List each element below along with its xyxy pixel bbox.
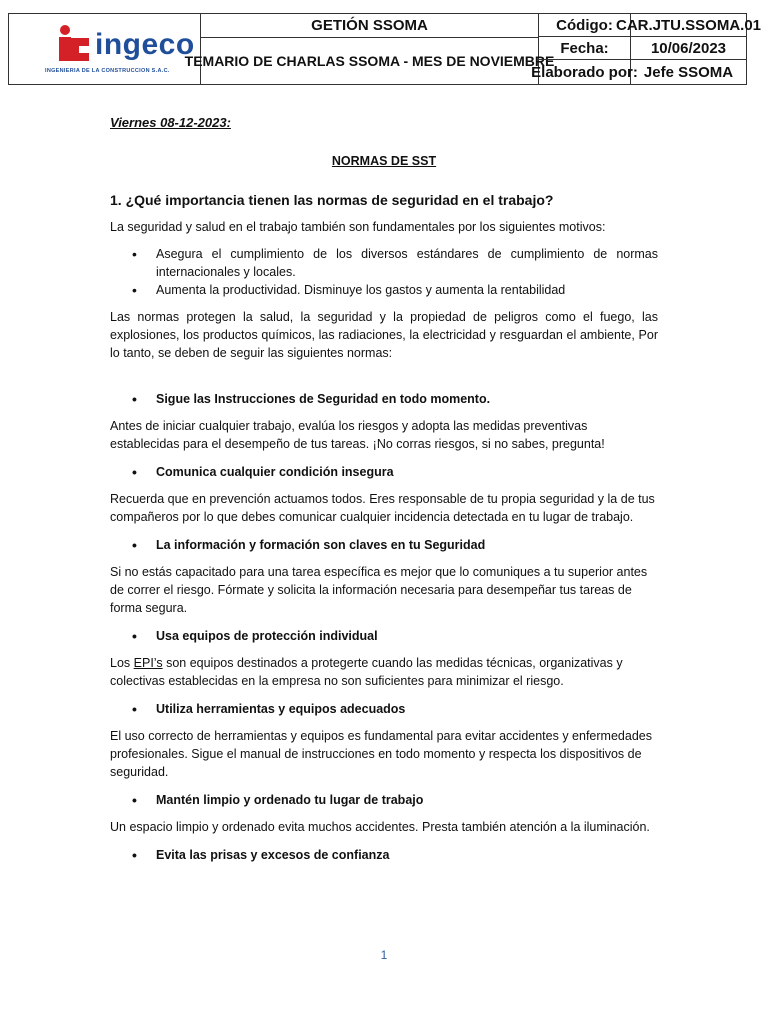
rule-text — [110, 654, 658, 690]
topic-title: NORMAS DE SST — [331, 154, 437, 168]
rule-heading-list — [110, 627, 658, 645]
session-date: Viernes 08-12-2023: — [110, 115, 231, 130]
question-heading: 1. ¿Qué importancia tienen las normas de seguridad en el trabajo? — [110, 192, 554, 208]
code-value: CAR.JTU.SSOMA.01 — [631, 14, 746, 37]
intro-paragraph: La seguridad y salud en el trabajo también son fundamentales por los siguientes motivos: — [110, 220, 606, 234]
company-logo — [9, 14, 201, 84]
author-label: Elaborado por: — [539, 60, 631, 84]
list-item: • Asegura el cumplimiento de los diversos estándares de cumplimiento de normas internacionales y locales. — [110, 245, 658, 281]
code-label: Código: — [539, 14, 631, 37]
rule-text-suffix: son equipos destinados a protegerte cuando las medidas técnicas, organizativas y colectivas establecidas en la empresa no son suficientes para minimizar el riesgo. — [110, 656, 623, 688]
rule-heading: • Sigue las Instrucciones de Seguridad en todo momento. — [110, 390, 658, 408]
rule-text: Un espacio limpio y ordenado evita muchos accidentes. Presta también atención a la iluminación. — [110, 820, 650, 834]
logo-tagline: INGENIERIA DE LA CONSTRUCCION S.A.C. — [45, 68, 170, 74]
document-body — [110, 114, 658, 864]
rule-heading-list — [110, 846, 658, 864]
list-item: • Aumenta la productividad. Disminuye los gastos y aumenta la rentabilidad — [110, 281, 658, 299]
reasons-list — [110, 245, 658, 299]
rule-text: Si no estás capacitado para una tarea específica es mejor que lo comuniques a tu superior antes de correr el riesgo. Fórmate y solicita la información necesaria para desempeñar tus tareas de forma segura. — [110, 565, 648, 615]
page-number: 1 — [380, 948, 388, 962]
rule-heading-list — [110, 700, 658, 718]
rules-intro-paragraph: Las normas protegen la salud, la seguridad y la propiedad de peligros como el fuego, las explosiones, los productos químicos, las radiaciones, la electricidad y resguardan el ambiente, Por lo tanto, se deben de seguir las siguientes normas: — [110, 310, 658, 360]
header-subtitle: TEMARIO DE CHARLAS SSOMA - MES DE NOVIEMBRE — [201, 38, 539, 84]
epi-link[interactable]: EPI’s — [133, 656, 163, 670]
rule-heading-list — [110, 463, 658, 481]
rule-heading: • Mantén limpio y ordenado tu lugar de trabajo — [110, 791, 658, 809]
logo-wordmark: ingeco — [95, 28, 195, 61]
ingeco-logo-mark-icon — [53, 24, 93, 62]
rule-text: El uso correcto de herramientas y equipos es fundamental para evitar accidentes y enfermedades profesionales. Sigue el manual de instrucciones en todo momento y respecta los dispositivos de seguridad. — [110, 729, 652, 779]
date-label: Fecha: — [539, 37, 631, 60]
rule-text: Antes de iniciar cualquier trabajo, evalúa los riesgos y adopta las medidas preventivas establecidas para el desempeño de tus tareas. ¡No corras riesgos, si no sabes, pregunta! — [110, 419, 605, 451]
header-title: GETIÓN SSOMA — [201, 14, 539, 38]
rule-heading-list — [110, 536, 658, 554]
date-value: 10/06/2023 — [631, 37, 746, 60]
rule-heading: • Utiliza herramientas y equipos adecuados — [110, 700, 658, 718]
document-header — [8, 13, 762, 85]
rule-heading: • Evita las prisas y excesos de confianza — [110, 846, 658, 864]
rule-heading-list — [110, 791, 658, 809]
rule-text: Recuerda que en prevención actuamos todos. Eres responsable de tu propia seguridad y la de tus compañeros por lo que debes comunicar cualquier incidencia detectada en tu lugar de trabajo. — [110, 492, 655, 524]
rule-heading: • La información y formación son claves en tu Seguridad — [110, 536, 658, 554]
rule-heading: • Comunica cualquier condición insegura — [110, 463, 658, 481]
author-value: Jefe SSOMA — [643, 63, 734, 81]
rule-text-prefix: Los — [110, 656, 134, 670]
rule-heading-list — [110, 390, 658, 408]
rule-heading: • Usa equipos de protección individual — [110, 627, 658, 645]
